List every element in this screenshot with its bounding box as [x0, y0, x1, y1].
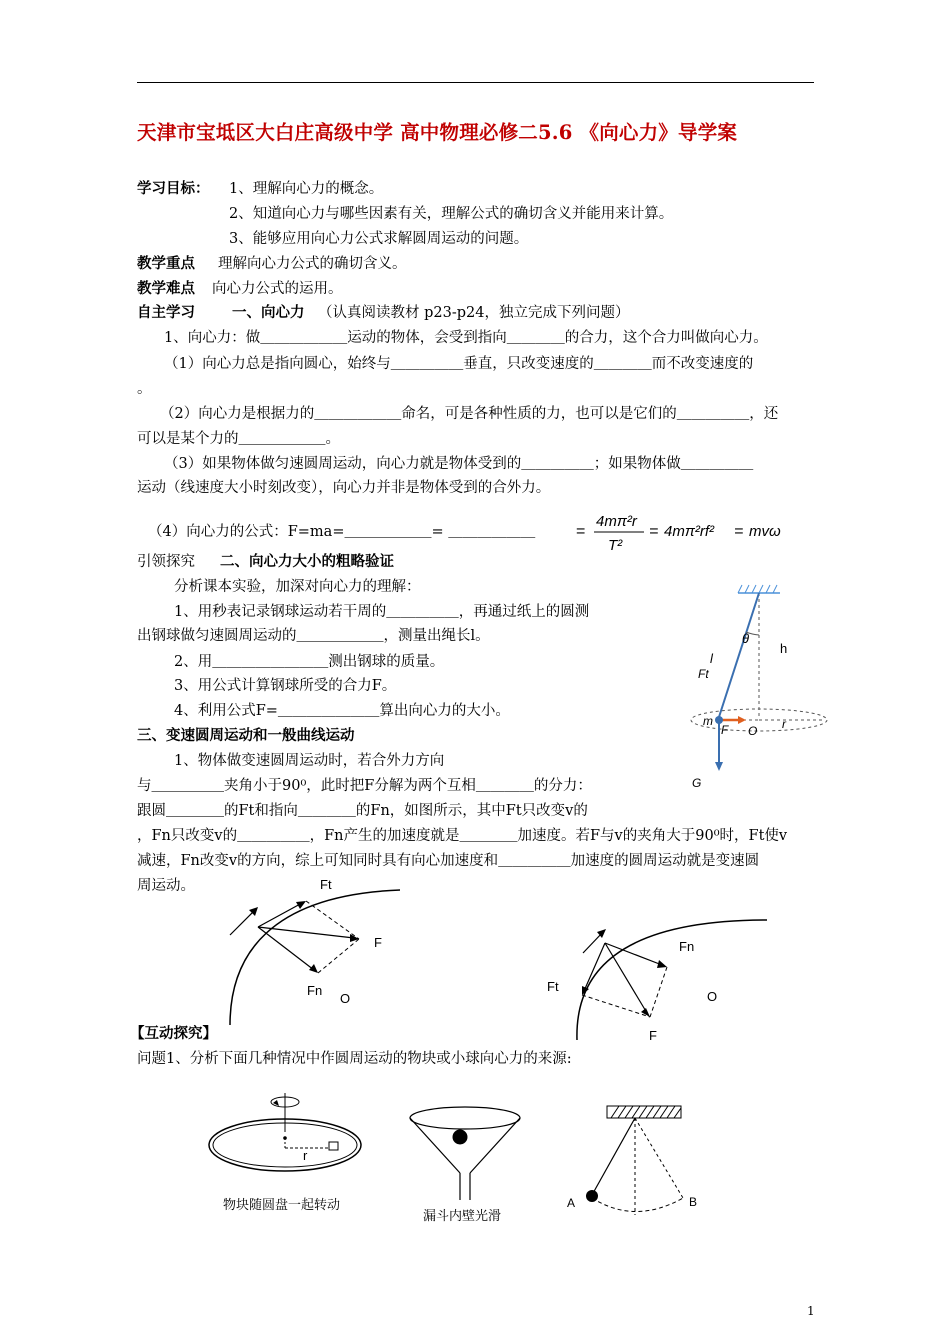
label-l: l — [710, 651, 713, 666]
page-title: 天津市宝坻区大白庄高级中学 高中物理必修二5.6 《向心力》导学案 — [137, 121, 738, 144]
right-label-Ft: Ft — [547, 979, 559, 994]
s3-line-6: 周运动。 — [137, 878, 195, 894]
interactive-label: 【互动探究】 — [130, 1025, 217, 1042]
svg-text:4mπ²r: 4mπ²r — [596, 513, 637, 530]
page-number: 1 — [807, 1304, 815, 1318]
rotating-disk-figure — [205, 1090, 380, 1200]
s3-line-2: 与＿＿＿＿＿夹角小于90⁰，此时把F分解为两个互相＿＿＿＿的分力： — [137, 778, 592, 794]
goal-item-3: 3、能够应用向心力公式求解圆周运动的问题。 — [229, 231, 529, 247]
s1-line-2: （1）向心力总是指向圆心，始终与＿＿＿＿＿垂直，只改变速度的＿＿＿＿而不改变速度的 — [164, 356, 754, 372]
label-G: G — [692, 776, 702, 790]
label-F: F — [721, 723, 729, 737]
s1-line-3: 。 — [137, 381, 152, 397]
section2-label: 引领探究 — [137, 554, 195, 570]
formula-graphic — [574, 508, 804, 558]
label-h: h — [780, 641, 788, 656]
label-A: A — [567, 1196, 576, 1210]
s3-line-1: 1、物体做变速圆周运动时，若合外力方向 — [174, 753, 445, 769]
label-r: r — [782, 717, 786, 731]
label-Ft: Ft — [698, 667, 709, 681]
force-decomp-right-figure — [547, 915, 755, 1045]
s1-line-1: 1、向心力：做＿＿＿＿＿＿运动的物体，会受到指向＿＿＿＿的合力，这个合力叫做向心力。 — [164, 330, 768, 346]
difficulty-text: 向心力公式的运用。 — [212, 281, 343, 297]
pendulum-ball — [586, 1190, 598, 1202]
pendulum-ab-figure — [565, 1103, 705, 1233]
self-study-label: 自主学习 — [137, 304, 195, 321]
s1-line-7: 运动（线速度大小时刻改变），向心力并非是物体受到的合外力。 — [137, 480, 551, 496]
svg-text:=: = — [734, 523, 744, 540]
section1-heading: 一、向心力 — [232, 304, 305, 321]
goals-label: 学习目标： — [137, 180, 210, 197]
left-label-Fn: Fn — [307, 983, 323, 998]
s1-line-8: （4）向心力的公式：F=ma=＿＿＿＿＿＿= ＿＿＿＿＿＿ — [148, 524, 536, 540]
svg-text:=: = — [576, 523, 586, 540]
conical-pendulum-figure — [670, 585, 845, 815]
svg-text:4mπ²rf²: 4mπ²rf² — [664, 523, 715, 540]
svg-text:mvω: mvω — [749, 523, 781, 540]
caption-disk: 物块随圆盘一起转动 — [223, 1198, 341, 1213]
key-point-label: 教学重点 — [137, 255, 195, 272]
left-label-O: O — [340, 991, 351, 1006]
left-label-F: F — [374, 935, 382, 950]
header-rule — [137, 82, 814, 83]
string-line — [719, 593, 759, 717]
left-label-Ft: Ft — [320, 877, 332, 892]
ceiling-hatch — [738, 585, 780, 593]
s2-line-3: 出钢球做匀速圆周运动的＿＿＿＿＿＿，测量出绳长l。 — [137, 628, 490, 644]
s2-line-2: 1、用秒表记录钢球运动若干周的＿＿＿＿＿，再通过纸上的圆测 — [174, 604, 590, 620]
section2-heading: 二、向心力大小的粗略验证 — [220, 553, 394, 570]
right-label-F: F — [649, 1028, 657, 1043]
label-B: B — [689, 1195, 698, 1209]
force-decomp-left-figure — [220, 875, 450, 1015]
s2-line-1: 分析课本实验，加深对向心力的理解： — [174, 579, 421, 595]
s2-line-6: 4、利用公式F=＿＿＿＿＿＿＿算出向心力的大小。 — [174, 703, 510, 719]
svg-text:T²: T² — [608, 537, 623, 554]
s1-line-4: （2）向心力是根据力的＿＿＿＿＿＿命名，可是各种性质的力，也可以是它们的＿＿＿＿＿，还 — [160, 406, 779, 422]
funnel-figure — [405, 1100, 525, 1210]
label-theta: θ — [742, 631, 750, 646]
s1-line-5: 可以是某个力的＿＿＿＿＿＿。 — [137, 431, 340, 447]
s2-line-4: 2、用＿＿＿＿＿＿＿＿测出钢球的质量。 — [174, 654, 445, 670]
difficulty-label: 教学难点 — [137, 280, 195, 297]
right-label-O: O — [707, 989, 718, 1004]
s3-line-3: 跟圆＿＿＿＿的Ft和指向＿＿＿＿的Fn，如图所示，其中Ft只改变v的 — [137, 803, 588, 819]
funnel-ball — [453, 1130, 468, 1145]
key-point-text: 理解向心力公式的确切含义。 — [218, 256, 407, 272]
caption-funnel: 漏斗内壁光滑 — [423, 1209, 502, 1224]
s3-line-4: ，Fn只改变v的＿＿＿＿＿，Fn产生的加速度就是＿＿＿＿加速度。若F与v的夹角大于90⁰时，Ft使v — [137, 828, 788, 844]
s2-line-5: 3、用公式计算钢球所受的合力F。 — [174, 678, 397, 694]
section3-heading: 三、变速圆周运动和一般曲线运动 — [137, 727, 355, 744]
s3-line-5: 减速，Fn改变v的方向，综上可知同时具有向心加速度和＿＿＿＿＿加速度的圆周运动就是变速圆 — [137, 853, 760, 869]
label-m: m — [703, 714, 713, 728]
question-1: 问题1、分析下面几种情况中作圆周运动的物块或小球向心力的来源: — [137, 1051, 572, 1067]
right-label-Fn: Fn — [679, 939, 695, 954]
svg-text:=: = — [649, 523, 659, 540]
goal-item-2: 2、知道向心力与哪些因素有关，理解公式的确切含义并能用来计算。 — [229, 206, 674, 222]
goal-item-1: 1、理解向心力的概念。 — [229, 181, 384, 197]
label-O: O — [748, 724, 758, 738]
disk-label-r: r — [303, 1148, 308, 1163]
section1-note: （认真阅读教材 p23-p24，独立完成下列问题） — [318, 305, 630, 321]
s1-line-6: （3）如果物体做匀速圆周运动，向心力就是物体受到的＿＿＿＿＿；如果物体做＿＿＿＿＿ — [164, 456, 754, 472]
